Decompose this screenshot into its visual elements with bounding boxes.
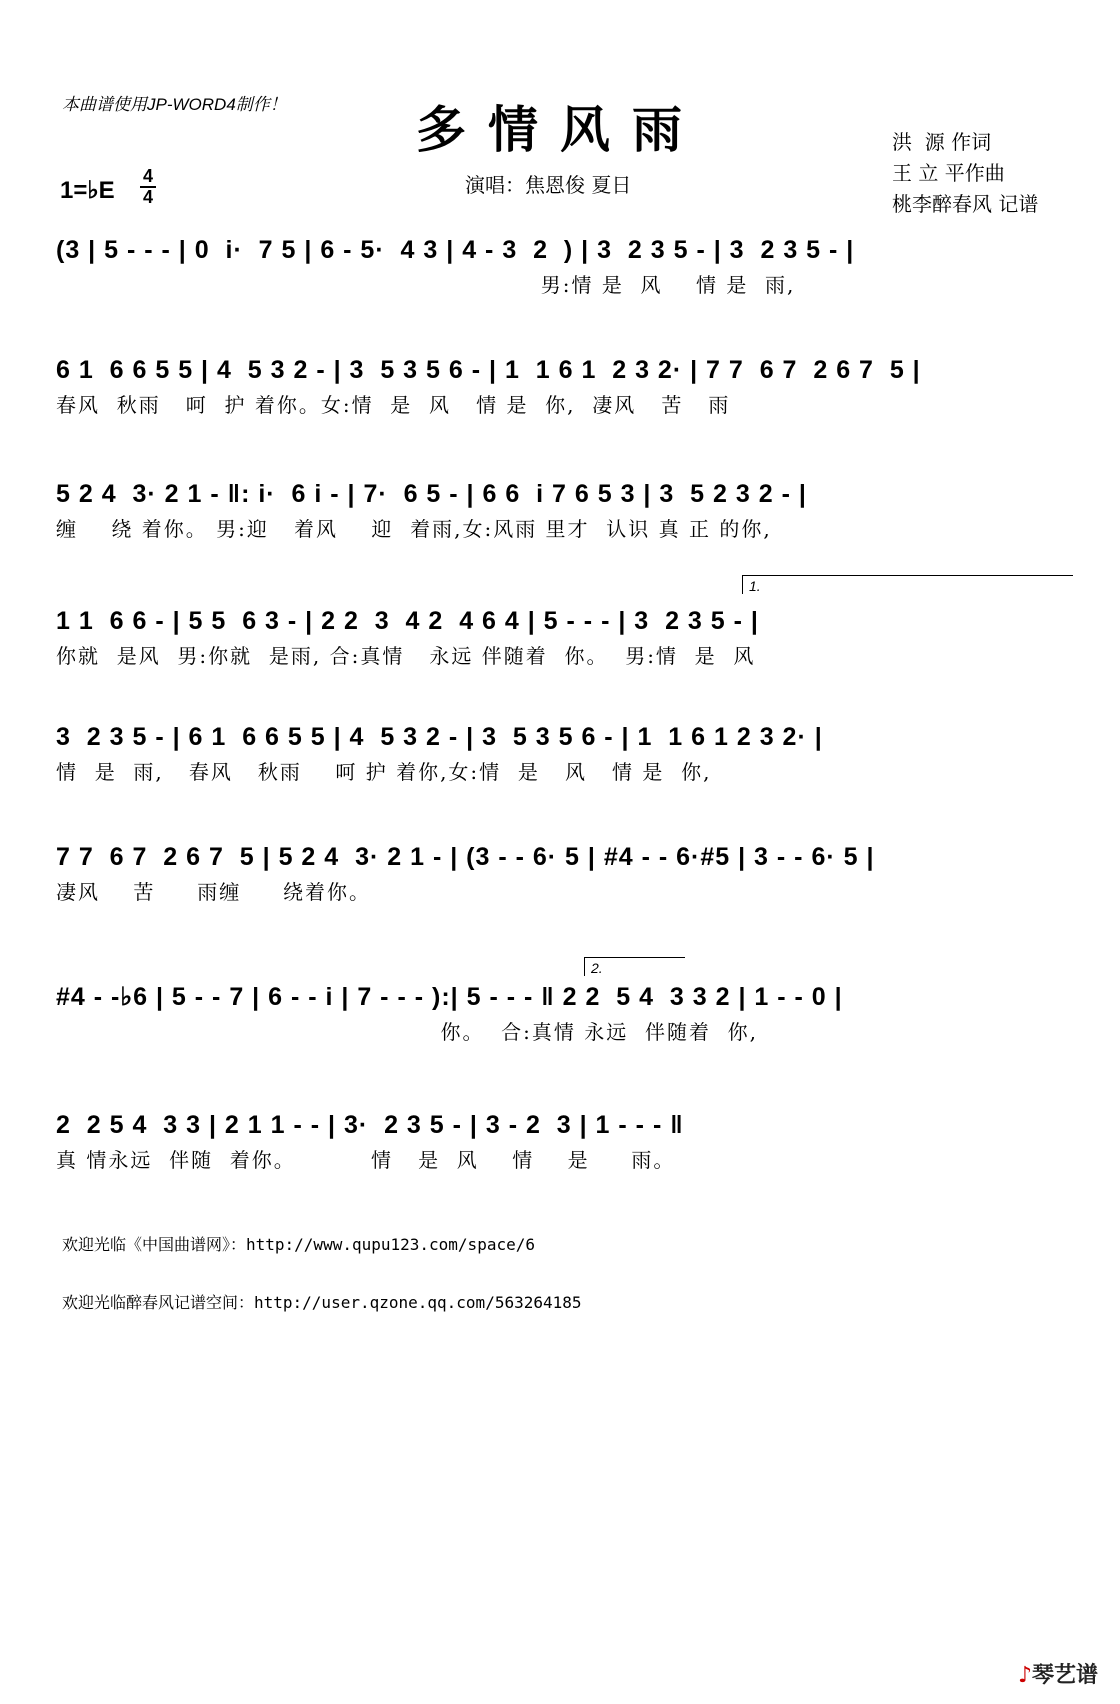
score-row-8 xyxy=(56,1108,1071,1174)
second-ending-bracket xyxy=(584,957,685,976)
composer-credit: 王 立 平作曲 xyxy=(892,161,1005,185)
logo-mark-icon: ♪ xyxy=(1018,1663,1033,1688)
score-row-5 xyxy=(56,720,1071,786)
logo-text: 琴艺谱 xyxy=(1032,1663,1099,1688)
score-row-3 xyxy=(56,477,1071,543)
time-signature xyxy=(140,167,156,207)
notes-line: 6 1 6 6 5 5 | 4 5 3 2 - | 3 5 3 5 6 - | 1 1 6 1 2 3 2· | 7 7 6 7 2 6 7 5 | xyxy=(56,356,921,384)
lyric-line: 真 情永远 伴随 着你。 情 是 风 情 是 雨。 xyxy=(56,1148,676,1172)
score-row-4 xyxy=(56,604,1071,670)
transcriber-credit: 桃李醉春风 记谱 xyxy=(892,192,1039,216)
site-logo xyxy=(1018,1658,1098,1689)
singer-credit: 演唱：焦恩俊 夏日 xyxy=(465,173,632,197)
footer-link-qupu[interactable]: 欢迎光临《中国曲谱网》：http://www.qupu123.com/space/6 xyxy=(62,1235,535,1254)
footer-link-qzone[interactable]: 欢迎光临醉春风记谱空间：http://user.qzone.qq.com/563264185 xyxy=(62,1293,582,1312)
notes-line: 2 2 5 4 3 3 | 2 1 1 - - | 3· 2 3 5 - | 3 - 2 3 | 1 - - - ‖ xyxy=(56,1111,684,1139)
second-ending-label: 2. xyxy=(591,960,603,976)
score-row-1 xyxy=(56,233,1071,299)
notes-line: (3 | 5 - - - | 0 i· 7 5 | 6 - 5· 4 3 | 4 - 3 2 ) | 3 2 3 5 - | 3 2 3 5 - | xyxy=(56,236,855,264)
first-ending-label: 1. xyxy=(749,578,761,594)
credits xyxy=(892,127,1038,220)
score-row-6 xyxy=(56,840,1071,906)
lyric-line: 你。 合:真情 永远 伴随着 你, xyxy=(56,1020,759,1044)
lyric-line: 男:情 是 风 情 是 雨, xyxy=(56,273,796,297)
time-denominator: 4 xyxy=(142,187,153,207)
software-note: 本曲谱使用JP-WORD4制作！ xyxy=(62,95,287,114)
notes-line: 3 2 3 5 - | 6 1 6 6 5 5 | 4 5 3 2 - | 3 5 3 5 6 - | 1 1 6 1 2 3 2· | xyxy=(56,723,823,751)
key-signature: 1=♭E xyxy=(60,177,115,204)
notes-line: 7 7 6 7 2 6 7 5 | 5 2 4 3· 2 1 - | (3 - - 6· 5 | #4 - - 6·#5 | 3 - - 6· 5 | xyxy=(56,843,875,871)
lyricist-credit: 洪 源 作词 xyxy=(892,130,992,154)
time-numerator: 4 xyxy=(142,166,153,186)
song-title: 多情风雨 xyxy=(416,101,704,159)
notes-line: 5 2 4 3· 2 1 - ‖: i· 6 i - | 7· 6 5 - | 6 6 i 7 6 5 3 | 3 5 2 3 2 - | xyxy=(56,480,807,508)
lyric-line: 缠 绕 着你。 男:迎 着风 迎 着雨,女:风雨 里才 认识 真 正 的你, xyxy=(56,517,772,541)
lyric-line: 凄风 苦 雨缠 绕着你。 xyxy=(56,880,372,904)
lyric-line: 春风 秋雨 呵 护 着你。女:情 是 风 情 是 你, 凄风 苦 雨 xyxy=(56,393,731,417)
first-ending-bracket xyxy=(742,575,1073,594)
score-row-7 xyxy=(56,980,1071,1046)
lyric-line: 情 是 雨, 春风 秋雨 呵 护 着你,女:情 是 风 情 是 你, xyxy=(56,760,712,784)
notes-line: #4 - -♭6 | 5 - - 7 | 6 - - i | 7 - - - ):| 5 - - - ‖ 2 2 5 4 3 3 2 | 1 - - 0 | xyxy=(56,983,843,1011)
score-row-2 xyxy=(56,353,1071,419)
notes-line: 1 1 6 6 - | 5 5 6 3 - | 2 2 3 4 2 4 6 4 | 5 - - - | 3 2 3 5 - | xyxy=(56,607,759,635)
lyric-line: 你就 是风 男:你就 是雨, 合:真情 永远 伴随着 你。 男:情 是 风 xyxy=(56,644,756,668)
